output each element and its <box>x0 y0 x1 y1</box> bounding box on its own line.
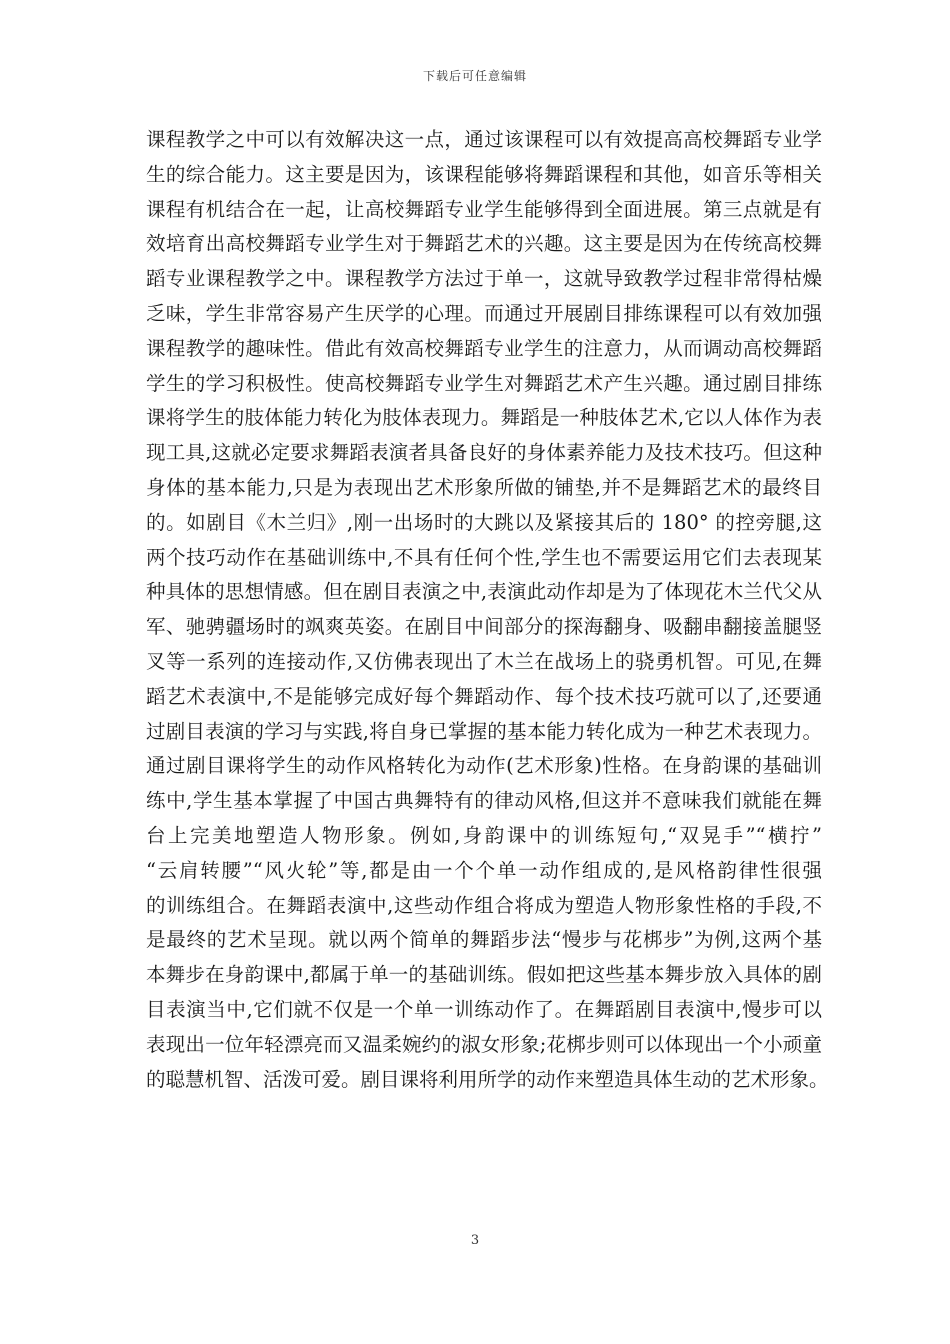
text-line: 目表演当中,它们就不仅是一个单一训练动作了。在舞蹈剧目表演中,慢步可以 <box>146 997 822 1021</box>
text-line: 两个技巧动作在基础训练中,不具有任何个性,学生也不需要运用它们去表现某 <box>146 545 822 569</box>
text-line: 军、驰骋疆场时的飒爽英姿。在剧目中间部分的探海翻身、吸翻串翻接盖腿竖 <box>146 615 822 639</box>
text-line: 通过剧目课将学生的动作风格转化为动作(艺术形象)性格。在身韵课的基础训 <box>146 754 822 778</box>
body-text <box>146 123 829 1097</box>
text-line: 叉等一系列的连接动作,又仿佛表现出了木兰在战场上的骁勇机智。可见,在舞 <box>146 649 822 673</box>
text-line: 的训练组合。在舞蹈表演中,这些动作组合将成为塑造人物形象性格的手段,不 <box>146 893 822 917</box>
text-line: 表现出一位年轻漂亮而又温柔婉约的淑女形象;花梆步则可以体现出一个小顽童 <box>146 1032 822 1056</box>
text-line: “云肩转腰”“风火轮”等,都是由一个个单一动作组成的,是风格韵律性很强 <box>146 858 822 882</box>
text-line: 蹈专业课程教学之中。课程教学方法过于单一，这就导致教学过程非常得枯燥 <box>146 267 822 291</box>
text-line: 学生的学习积极性。使高校舞蹈专业学生对舞蹈艺术产生兴趣。通过剧目排练 <box>146 371 822 395</box>
text-line: 练中,学生基本掌握了中国古典舞特有的律动风格,但这并不意味我们就能在舞 <box>146 789 822 813</box>
page-header-note: 下载后可任意编辑 <box>422 69 527 83</box>
text-line: 蹈艺术表演中,不是能够完成好每个舞蹈动作、每个技术技巧就可以了,还要通 <box>146 684 822 708</box>
text-line: 是最终的艺术呈现。就以两个简单的舞蹈步法“慢步与花梆步”为例,这两个基 <box>146 928 822 952</box>
text-line: 课程教学之中可以有效解决这一点，通过该课程可以有效提高高校舞蹈专业学 <box>146 128 822 151</box>
text-line: 的聪慧机智、活泼可爱。剧目课将利用所学的动作来塑造具体生动的艺术形象。 <box>146 1067 829 1091</box>
text-line: 台上完美地塑造人物形象。例如,身韵课中的训练短句,“双晃手”“横拧” <box>146 823 822 847</box>
text-line: 现工具,这就必定要求舞蹈表演者具备良好的身体素养能力及技术技巧。但这种 <box>146 441 822 465</box>
text-line: 过剧目表演的学习与实践,将自身已掌握的基本能力转化成为一种艺术表现力。 <box>146 719 822 743</box>
text-line: 课将学生的肢体能力转化为肢体表现力。舞蹈是一种肢体艺术,它以人体作为表 <box>146 406 822 430</box>
text-line: 生的综合能力。这主要是因为，该课程能够将舞蹈课程和其他，如音乐等相关 <box>146 162 822 186</box>
text-line: 乏味，学生非常容易产生厌学的心理。而通过开展剧目排练课程可以有效加强 <box>146 301 822 325</box>
text-line: 的。如剧目《木兰归》,刚一出场时的大跳以及紧接其后的 180° 的控旁腿,这 <box>146 510 822 534</box>
text-line: 课程教学的趣味性。借此有效高校舞蹈专业学生的注意力，从而调动高校舞蹈 <box>146 336 822 360</box>
text-line: 种具体的思想情感。但在剧目表演之中,表演此动作却是为了体现花木兰代父从 <box>146 580 822 604</box>
text-line: 身体的基本能力,只是为表现出艺术形象所做的铺垫,并不是舞蹈艺术的最终目 <box>146 475 822 499</box>
text-line: 本舞步在身韵课中,都属于单一的基础训练。假如把这些基本舞步放入具体的剧 <box>146 963 822 987</box>
text-line: 课程有机结合在一起，让高校舞蹈专业学生能够得到全面进展。第三点就是有 <box>146 197 822 221</box>
text-line: 效培育出高校舞蹈专业学生对于舞蹈艺术的兴趣。这主要是因为在传统高校舞 <box>146 232 822 256</box>
page-number: 3 <box>470 1233 480 1248</box>
